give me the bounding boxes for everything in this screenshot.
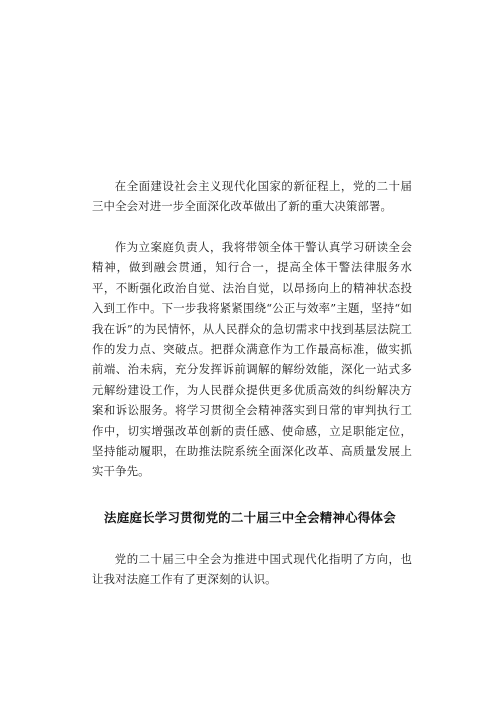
body-paragraph-1: 在全面建设社会主义现代化国家的新征程上，党的二十届三中全会对进一步全面深化改革做出了新的重大决策部署。 xyxy=(92,179,412,214)
body-paragraph-2: 作为立案庭负责人，我将带领全体干警认真学习研读全会精神，做到融会贯通，知行合一，提高全体干警法律服务水平，不断强化政治自觉、法治自觉，以昂扬向上的精神状态投入到工作中。下一步我将紧紧围绕“公正与效率”主题，坚持“如我在诉”的为民情怀，从人民群众的急切需求中找到基层法院工作的发力点、突破点。把群众满意作为工作最高标准，做实抓前端、治未病，充分发挥诉前调解的解纷效能，深化一站式多元解纷建设工作，为人民群众提供更多优质高效的纠纷解决方案和诉讼服务。将学习贯彻全会精神落实到日常的审判执行工作中，切实增强改革创新的责任感、使命感，立足职能定位，坚持能动履职，在助推法院系统全面深化改革、高质量发展上实干争先。 xyxy=(92,240,412,479)
section-heading: 法庭庭长学习贯彻党的二十届三中全会精神心得体会 xyxy=(104,510,396,525)
section-body-paragraph: 党的二十届三中全会为推进中国式现代化指明了方向，也让我对法庭工作有了更深刻的认识。 xyxy=(92,552,412,587)
